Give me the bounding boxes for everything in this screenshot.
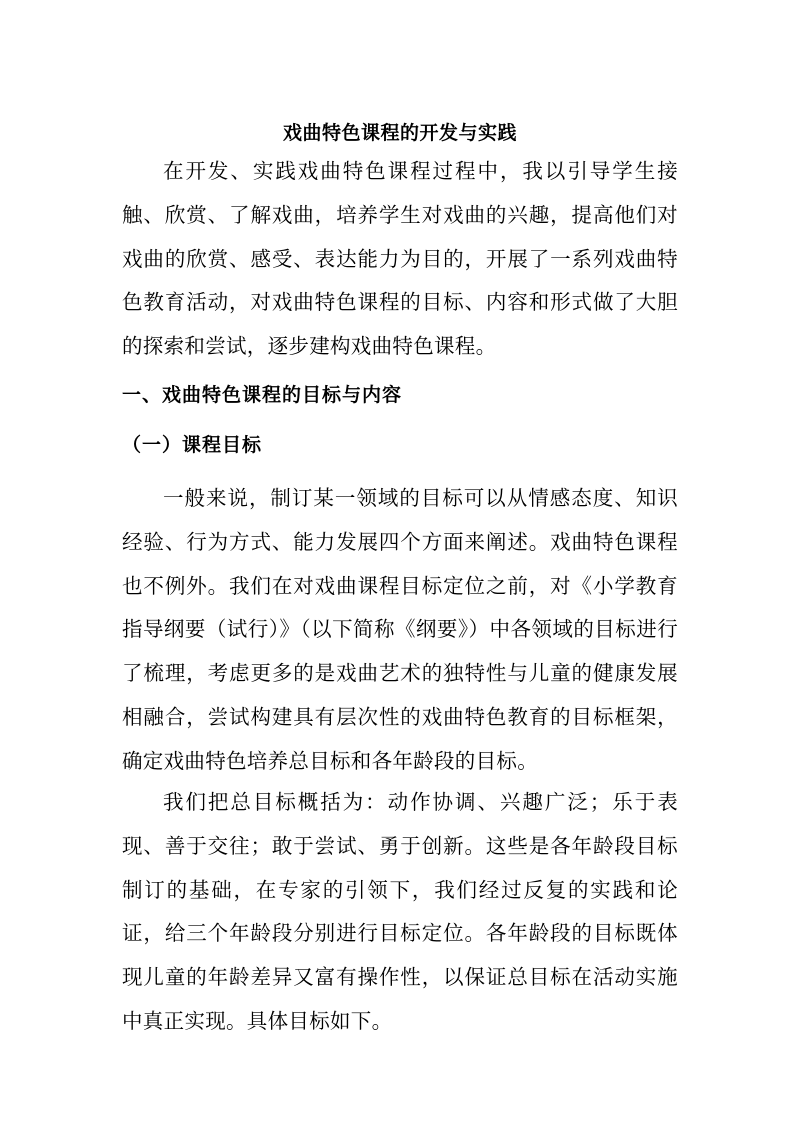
body-paragraph: 我们把总目标概括为：动作协调、兴趣广泛；乐于表现、善于交往；敢于尝试、勇于创新。这些是各年龄段目标制订的基础，在专家的引领下，我们经过反复的实践和论证，给三个年龄段分别进行目标定位。各年龄段的目标既体现儿童的年龄差异又富有操作性，以保证总目标在活动实施中真正实现。具体目标如下。 — [122, 790, 678, 1033]
subsection-heading: （一）课程目标 — [122, 434, 263, 456]
intro-paragraph: 在开发、实践戏曲特色课程过程中，我以引导学生接触、欣赏、了解戏曲，培养学生对戏曲的兴趣，提高他们对戏曲的欣赏、感受、表达能力为目的，开展了一系列戏曲特色教育活动，对戏曲特色课程的目标、内容和形式做了大胆的探索和尝试，逐步建构戏曲特色课程。 — [122, 159, 678, 359]
body-paragraph: 一般来说，制订某一领域的目标可以从情感态度、知识经验、行为方式、能力发展四个方面来阐述。戏曲特色课程也不例外。我们在对戏曲课程目标定位之前，对《小学教育指导纲要（试行）》（以下简称《纲要》）中各领域的目标进行了梳理，考虑更多的是戏曲艺术的独特性与儿童的健康发展相融合，尝试构建具有层次性的戏曲特色教育的目标框架，确定戏曲特色培养总目标和各年龄段的目标。 — [122, 486, 678, 773]
document-title: 戏曲特色课程的开发与实践 — [282, 122, 517, 144]
section-heading: 一、戏曲特色课程的目标与内容 — [122, 384, 403, 406]
